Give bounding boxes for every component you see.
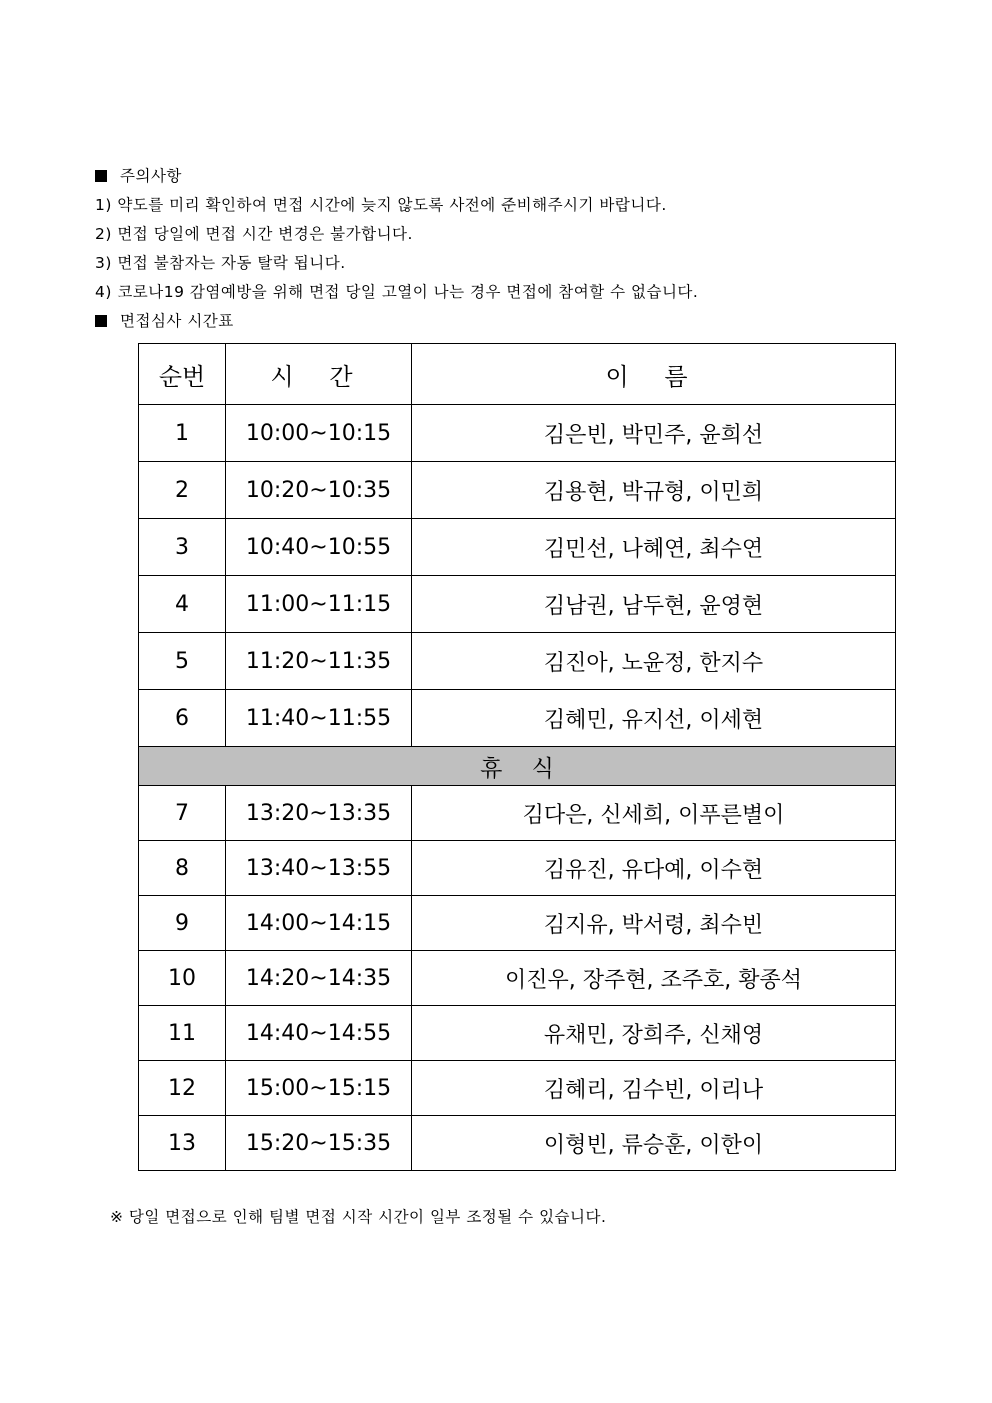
cell-names: 김유진, 유다예, 이수현 [412,841,896,896]
cell-names: 김다은, 신세희, 이푸른별이 [412,786,896,841]
table-row [139,633,896,690]
cell-time: 14:40~14:55 [226,1006,412,1061]
cell-time: 14:00~14:15 [226,896,412,951]
schedule-heading [95,308,915,337]
cell-number: 10 [139,951,226,1006]
cell-number: 2 [139,462,226,519]
footnote: ※ 당일 면접으로 인해 팀별 면접 시작 시간이 일부 조정될 수 있습니다. [110,1208,607,1226]
table-row [139,1061,896,1116]
cell-names: 유채민, 장희주, 신채영 [412,1006,896,1061]
cell-time: 11:20~11:35 [226,633,412,690]
table-row [139,951,896,1006]
cell-names: 김혜리, 김수빈, 이리나 [412,1061,896,1116]
cell-names: 김진아, 노윤정, 한지수 [412,633,896,690]
cell-names: 김지유, 박서령, 최수빈 [412,896,896,951]
interview-schedule-table [138,343,896,1171]
cell-names: 김남권, 남두현, 윤영현 [412,576,896,633]
note-item: 1) 약도를 미리 확인하여 면접 시간에 늦지 않도록 사전에 준비해주시기 바랍니다. [95,196,667,214]
cell-names: 이형빈, 류승훈, 이한이 [412,1116,896,1171]
cell-names: 김용현, 박규형, 이민희 [412,462,896,519]
note-item: 2) 면접 당일에 면접 시간 변경은 불가합니다. [95,225,413,243]
cell-time: 13:20~13:35 [226,786,412,841]
cell-time: 10:20~10:35 [226,462,412,519]
cell-names: 김은빈, 박민주, 윤희선 [412,405,896,462]
cell-names: 김민선, 나혜연, 최수연 [412,519,896,576]
cell-names: 이진우, 장주현, 조주호, 황종석 [412,951,896,1006]
cell-time: 11:40~11:55 [226,690,412,747]
table-row [139,896,896,951]
cell-number: 13 [139,1116,226,1171]
table-row [139,576,896,633]
cell-number: 9 [139,896,226,951]
table-row [139,1116,896,1171]
header-time: 시 간 [226,344,412,405]
cell-number: 11 [139,1006,226,1061]
cell-number: 6 [139,690,226,747]
table-row [139,405,896,462]
notes-title: 주의사항 [120,167,182,185]
square-bullet-icon [95,170,107,182]
table-row [139,462,896,519]
cell-names: 김혜민, 유지선, 이세현 [412,690,896,747]
table-row [139,841,896,896]
cell-time: 11:00~11:15 [226,576,412,633]
cell-number: 7 [139,786,226,841]
break-label: 휴 식 [139,747,896,786]
table-row [139,1006,896,1061]
cell-number: 1 [139,405,226,462]
header-number: 순번 [139,344,226,405]
cell-number: 8 [139,841,226,896]
notes-section [95,163,915,337]
cell-time: 10:00~10:15 [226,405,412,462]
table-row [139,519,896,576]
cell-time: 15:00~15:15 [226,1061,412,1116]
cell-time: 10:40~10:55 [226,519,412,576]
table-header-row [139,344,896,405]
cell-time: 13:40~13:55 [226,841,412,896]
square-bullet-icon [95,315,107,327]
table-row [139,786,896,841]
schedule-title: 면접심사 시간표 [120,312,234,330]
note-item: 4) 코로나19 감염예방을 위해 면접 당일 고열이 나는 경우 면접에 참여할 수 없습니다. [95,283,699,301]
notes-heading [95,163,915,192]
header-names: 이 름 [412,344,896,405]
cell-number: 5 [139,633,226,690]
cell-time: 14:20~14:35 [226,951,412,1006]
cell-number: 4 [139,576,226,633]
table-row [139,690,896,747]
cell-time: 15:20~15:35 [226,1116,412,1171]
break-row [139,747,896,786]
note-item: 3) 면접 불참자는 자동 탈락 됩니다. [95,254,346,272]
cell-number: 12 [139,1061,226,1116]
cell-number: 3 [139,519,226,576]
